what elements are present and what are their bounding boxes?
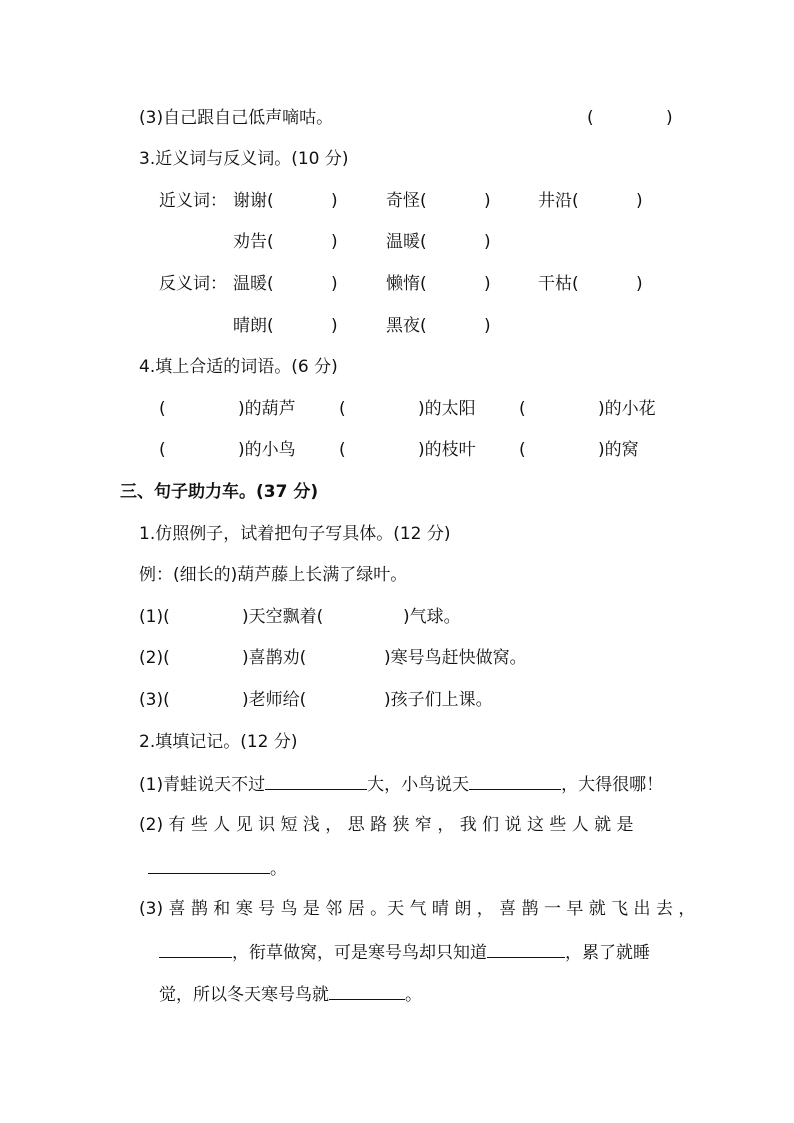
ant-close-4: ): [331, 316, 338, 336]
antonym-label: 反义词：: [159, 274, 227, 294]
p3-q1-title: 1.仿照例子，试着把句子写具体。(12 分): [139, 524, 451, 544]
ant-close-5: ): [484, 316, 491, 336]
s1-part-1: (1)青蛙说天不过: [139, 775, 266, 795]
q4-title: 4.填上合适的词语。(6 分): [139, 357, 338, 377]
p3-q1-l2-b: )喜鹊劝(: [242, 648, 307, 668]
syn-close-4: ): [331, 232, 338, 252]
ant-close-3: ): [636, 274, 643, 294]
s3-l3-part-2: 。: [405, 985, 422, 1005]
s3-l3-part-1: 觉，所以冬天寒号鸟就: [159, 985, 329, 1005]
q4-r1-open-3: (: [519, 399, 526, 419]
q3-title: 3.近义词与反义词。(10 分): [139, 149, 349, 169]
p3-q1-l3-c: )孩子们上课。: [384, 690, 493, 710]
synonym-label: 近义词：: [159, 191, 227, 211]
p3-q1-l2-c: )寒号鸟赶快做窝。: [384, 648, 527, 668]
q4-r2-open-1: (: [159, 440, 166, 460]
p3-q2-s2-line2: [148, 856, 287, 878]
s3-l2-part-1: ，衔草做窝，可是寒号鸟却只知道: [232, 943, 487, 963]
s3-l2-part-2: ，累了就睡: [565, 943, 650, 963]
syn-word-3: 井沿(: [538, 191, 579, 211]
answer-paren-close: ): [666, 108, 673, 128]
p3-q1-l2-a: (2)(: [139, 648, 170, 668]
p3-q1-example: 例：(细长的)葫芦藤上长满了绿叶。: [139, 565, 408, 585]
p3-q2-s1: [139, 772, 663, 794]
q4-r2-open-3: (: [519, 440, 526, 460]
p3-q1-l1-c: )气球。: [403, 607, 461, 627]
syn-close-3: ): [636, 191, 643, 211]
fill-blank-6[interactable]: [329, 982, 405, 1000]
q4-r1-open-1: (: [159, 399, 166, 419]
p3-q2-s3-line1: (3) 喜 鹊 和 寒 号 鸟 是 邻 居 。天 气 晴 朗 ， 喜 鹊 一 早 就 飞 出 去 ，: [139, 899, 696, 919]
p3-q2-s2-line1: (2) 有 些 人 见 识 短 浅 ， 思 路 狭 窄 ， 我 们 说 这 些 人 就 是: [139, 815, 634, 835]
ant-word-5: 黑夜(: [386, 316, 427, 336]
syn-word-2: 奇怪(: [386, 191, 427, 211]
q4-r2-phrase-3: )的窝: [598, 440, 639, 460]
fill-blank-5[interactable]: [487, 940, 565, 958]
ant-word-3: 干枯(: [538, 274, 579, 294]
ant-close-1: ): [331, 274, 338, 294]
ant-word-4: 晴朗(: [233, 316, 274, 336]
q4-r1-phrase-2: )的太阳: [418, 399, 476, 419]
syn-close-5: ): [484, 232, 491, 252]
p3-q1-l3-b: )老师给(: [242, 690, 307, 710]
ant-word-2: 懒惰(: [386, 274, 427, 294]
s1-part-2: 大，小鸟说天: [367, 775, 470, 795]
fill-blank-4[interactable]: [159, 940, 232, 958]
syn-word-5: 温暖(: [386, 232, 427, 252]
p3-q1-l1-b: )天空飘着(: [242, 607, 324, 627]
s1-part-3: ，大得很哪！: [561, 775, 664, 795]
p3-q2-s3-line3: [159, 982, 422, 1004]
p3-q2-s3-line2: [159, 940, 650, 962]
q4-r1-phrase-3: )的小花: [598, 399, 656, 419]
syn-word-4: 劝告(: [233, 232, 274, 252]
answer-paren-open: (: [587, 108, 594, 128]
syn-word-1: 谢谢(: [233, 191, 274, 211]
p3-q1-l3-a: (3)(: [139, 690, 170, 710]
section-3-heading: 三、句子助力车。(37 分): [120, 482, 319, 502]
item-3-text: (3)自己跟自己低声嘀咕。: [139, 108, 334, 128]
syn-close-1: ): [331, 191, 338, 211]
syn-close-2: ): [484, 191, 491, 211]
q4-r2-phrase-1: )的小鸟: [238, 440, 296, 460]
q4-r1-open-2: (: [339, 399, 346, 419]
s2-end: 。: [270, 859, 287, 879]
fill-blank-1[interactable]: [265, 772, 367, 790]
ant-close-2: ): [484, 274, 491, 294]
q4-r2-phrase-2: )的枝叶: [418, 440, 476, 460]
q4-r1-phrase-1: )的葫芦: [238, 399, 296, 419]
q4-r2-open-2: (: [339, 440, 346, 460]
p3-q1-l1-a: (1)(: [139, 607, 170, 627]
fill-blank-3[interactable]: [148, 856, 270, 874]
ant-word-1: 温暖(: [233, 274, 274, 294]
p3-q2-title: 2.填填记记。(12 分): [139, 732, 298, 752]
fill-blank-2[interactable]: [469, 772, 561, 790]
